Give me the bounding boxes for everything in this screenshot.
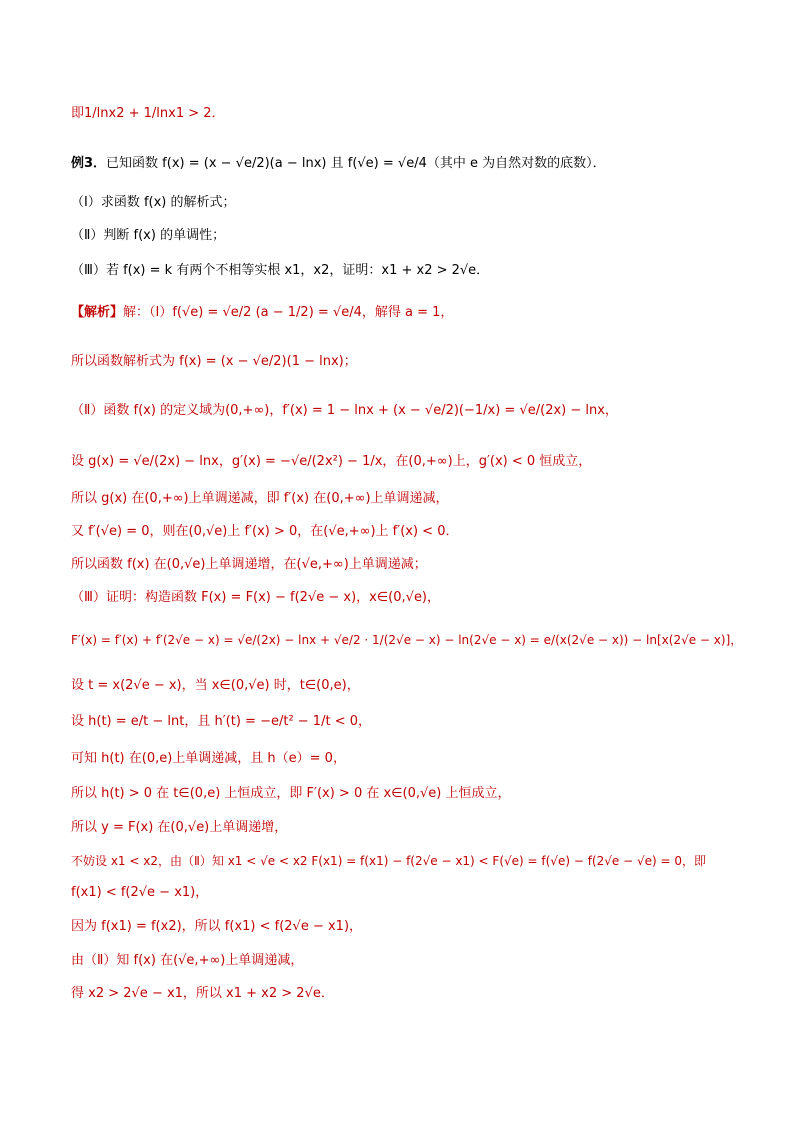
solution-part-2-derivative: （Ⅱ）函数 f(x) 的定义域为(0,+∞)，f′(x) = 1 − lnx + (x − √e/2)(−1/x) = √e/(2x) − lnx，	[71, 403, 618, 418]
example-3-statement	[71, 154, 606, 174]
solution-F-derivative: F′(x) = f′(x) + f′(2√e − x) = √e/(2x) − lnx + √e/2 · 1/(2√e − x) − ln(2√e − x) = e/(x(2√e − x)) − ln[x(2√e − x)]，	[71, 633, 743, 647]
question-part-3: （Ⅲ）若 f(x) = k 有两个不相等实根 x1，x2，证明：x1 + x2 > 2√e．	[71, 263, 490, 278]
example-text: 已知函数 f(x) = (x − √e/2)(a − lnx) 且 f(√e) = √e/4（其中 e 为自然对数的底数）．	[106, 156, 606, 171]
solution-h-function: 设 h(t) = e/t − lnt，且 h′(t) = −e/t² − 1/t < 0，	[71, 714, 371, 729]
solution-F-increasing: 所以 y = F(x) 在(0,√e)上单调递增，	[71, 820, 288, 835]
solution-function-expression: 所以函数解析式为 f(x) = (x − √e/2)(1 − lnx)；	[71, 354, 357, 369]
solution-substitution-t: 设 t = x(2√e − x)，当 x∈(0,√e) 时，t∈(0,e)，	[71, 678, 360, 693]
solution-assume-order: 不妨设 x1 < x2，由（Ⅱ）知 x1 < √e < x2 F(x1) = f(x1) − f(2√e − x1) < F(√e) = f(√e) − f(2√e − √e) = 0，即	[71, 854, 706, 868]
question-part-2: （Ⅱ）判断 f(x) 的单调性；	[71, 228, 226, 243]
solution-g-decreasing: 所以 g(x) 在(0,+∞)上单调递减，即 f′(x) 在(0,+∞)上单调递减，	[71, 491, 449, 506]
solution-g-function: 设 g(x) = √e/(2x) − lnx，g′(x) = −√e/(2x²) − 1/x，在(0,+∞)上，g′(x) < 0 恒成立，	[71, 454, 592, 469]
solution-final-result: 得 x2 > 2√e − x1，所以 x1 + x2 > 2√e．	[71, 986, 334, 1001]
solution-part-1	[71, 303, 453, 323]
analysis-tag: 【解析】	[71, 305, 124, 320]
solution-h-positive: 所以 h(t) > 0 在 t∈(0,e) 上恒成立，即 F′(x) > 0 在 x∈(0,√e) 上恒成立，	[71, 786, 511, 801]
example-number: 例3．	[71, 156, 107, 171]
solution-derivative-sign: 又 f′(√e) = 0，则在(0,√e)上 f′(x) > 0，在(√e,+∞)上 f′(x) < 0．	[71, 524, 459, 539]
solution-equal-values: 因为 f(x1) = f(x2)，所以 f(x1) < f(2√e − x1)，	[71, 919, 363, 934]
solution-h-decreasing: 可知 h(t) 在(0,e)上单调递减，且 h（e）= 0，	[71, 751, 346, 766]
solution-part-3-construct: （Ⅲ）证明：构造函数 F(x) = F(x) − f(2√e − x)，x∈(0,√e)，	[71, 590, 441, 605]
solution-inequality: f(x1) < f(2√e − x1)，	[71, 885, 209, 900]
solution-by-part-2: 由（Ⅱ）知 f(x) 在(√e,+∞)上单调递减，	[71, 953, 304, 968]
solution-monotonicity: 所以函数 f(x) 在(0,√e)上单调递增，在(√e,+∞)上单调递减；	[71, 557, 427, 572]
analysis-text: 解：（Ⅰ）f(√e) = √e/2 (a − 1/2) = √e/4，解得 a = 1，	[123, 305, 454, 320]
conclusion-line: 即1/lnx2 + 1/lnx1 > 2．	[71, 106, 225, 121]
question-part-1: （Ⅰ）求函数 f(x) 的解析式；	[71, 195, 236, 210]
